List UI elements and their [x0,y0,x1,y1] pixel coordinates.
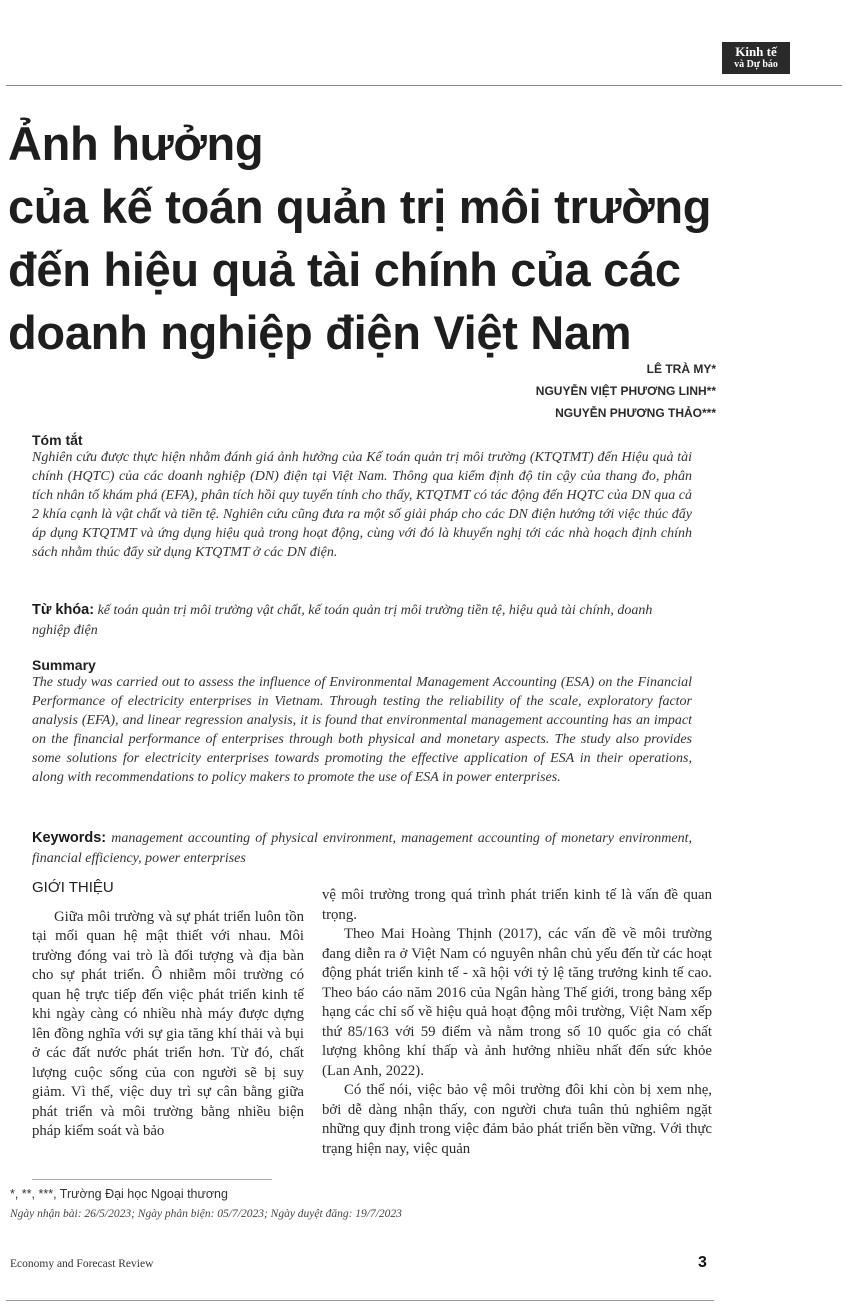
article-title [8,112,728,364]
journal-name: Economy and Forecast Review [10,1258,154,1270]
section-heading: GIỚI THIỆU [32,879,114,896]
title-line: của kế toán quản trị môi trường [8,180,712,233]
author-name: LÊ TRÀ MY* [646,362,716,376]
footer-rule [6,1300,714,1301]
keywords-en-text: management accounting of physical environment, management accounting of monetary environment, financial efficiency, power enterprises [32,831,692,866]
keywords-english [32,828,692,869]
title-line: đến hiệu quả tài chính của các [8,243,681,296]
submission-dates: Ngày nhận bài: 26/5/2023; Ngày phản biện: 05/7/2023; Ngày duyệt đăng: 19/7/2023 [10,1208,402,1220]
body-paragraph: Giữa môi trường và sự phát triển luôn tồn tại mối quan hệ mật thiết với nhau. Môi trường đóng vai trò là đối tượng và địa bàn cho sự phát triển. Ô nhiễm môi trường có quan hệ trực tiếp đến việc phát triển kinh tế khi ngày càng có nhiều nhà máy được dựng lên đồng nghĩa với sự gia tăng khí thải và bụi ở các đất nước phát triển hơn. Từ đó, chất lượng cuộc sống của con người sẽ bị suy giảm. Vì thế, việc duy trì sự cân bằng giữa phát triển và môi trường bằng nhiều biện pháp kiểm soát và bảo [32,908,304,1139]
author-name: NGUYỄN VIỆT PHƯƠNG LINH** [535,384,716,398]
author-list [536,358,716,424]
title-line: Ảnh hưởng [8,117,264,170]
keywords-vi-label: Từ khóa: [32,602,95,618]
keywords-vietnamese [32,600,692,641]
footnote-separator [32,1179,272,1180]
author-name: NGUYỄN PHƯƠNG THẢO*** [555,406,716,420]
journal-logo-badge [722,42,790,74]
body-paragraph: Có thể nói, việc bảo vệ môi trường đôi khi còn bị xem nhẹ, bởi dễ dàng nhận thấy, con người chưa tuân thủ nghiêm ngặt những quy định trong việc đảm bảo phát triển bền vững. Với thực trạng hiện nay, việc quản [322,1082,712,1157]
body-column-left [32,878,304,1142]
badge-line-1: Kinh tế [735,44,777,59]
header-rule [6,85,842,86]
keywords-en-label: Keywords: [32,830,107,846]
abstract-vi-text: Nghiên cứu được thực hiện nhằm đánh giá ảnh hưởng của Kế toán quản trị môi trường (KTQTMT) đến Hiệu quả tài chính (HQTC) của các doanh nghiệp (DN) điện tại Việt Nam. Thông qua kiểm định độ tin cậy của thang đo, phân tích nhân tố khám phá (EFA), phân tích hồi quy tuyến tính cho thấy, KTQTMT có tác động đến HQTC của DN qua cả 2 khía cạnh là vật chất và tiền tệ. Nghiên cứu cũng đưa ra một số giải pháp cho các DN điện hướng tới việc thúc đẩy áp dụng KTQTMT và ứng dụng hiệu quả trong hoạt động, cùng với đó là khuyến nghị tới các nhà hoạch định chính sách nhằm thúc đẩy sử dụng KTQTMT ở các DN điện. [32,450,692,560]
abstract-vietnamese [32,432,692,562]
author-affiliation: *, **, ***, Trường Đại học Ngoại thương [10,1187,228,1201]
abstract-vi-heading: Tóm tắt [32,432,83,448]
body-paragraph: vệ môi trường trong quá trình phát triển kinh tế là vấn đề quan trọng. [322,887,712,923]
body-column-right [322,886,712,1159]
abstract-en-heading: Summary [32,657,96,673]
body-paragraph: Theo Mai Hoàng Thịnh (2017), các vấn đề về môi trường đang diễn ra ở Việt Nam có nguyên nhân chủ yếu đến từ các hoạt động phát triển kinh tế - xã hội với tỷ lệ tăng trưởng kinh tế cao. Theo báo cáo năm 2016 của Ngân hàng Thế giới, trong bảng xếp hạng các chỉ số về hiệu quả hoạt động môi trường, Việt Nam xếp thứ 85/163 với 59 điểm và nằm trong số 10 quốc gia có chất lượng không khí thấp và ảnh hưởng nhiều nhất đến sức khỏe (Lan Anh, 2022). [322,926,712,1079]
abstract-en-text: The study was carried out to assess the influence of Environmental Management Accounting (ESA) on the Financial Performance of electricity enterprises in Vietnam. Through testing the reliability of the scale, exploratory factor analysis (EFA), and linear regression analysis, it is found that environmental management accounting has an impact on the financial performance of enterprises through both physical and monetary aspects. The study also provides some solutions for electricity enterprises towards promoting the effective application of ESA in their operations, along with recommendations to policy makers to promote the use of ESA in power enterprises. [32,675,692,785]
keywords-vi-text: kế toán quản trị môi trường vật chất, kế toán quản trị môi trường tiền tệ, hiệu quả tài chính, doanh nghiệp điện [32,603,653,638]
page-number: 3 [698,1254,707,1271]
abstract-english [32,657,692,787]
badge-line-2: và Dự báo [734,59,778,70]
title-line: doanh nghiệp điện Việt Nam [8,306,632,359]
